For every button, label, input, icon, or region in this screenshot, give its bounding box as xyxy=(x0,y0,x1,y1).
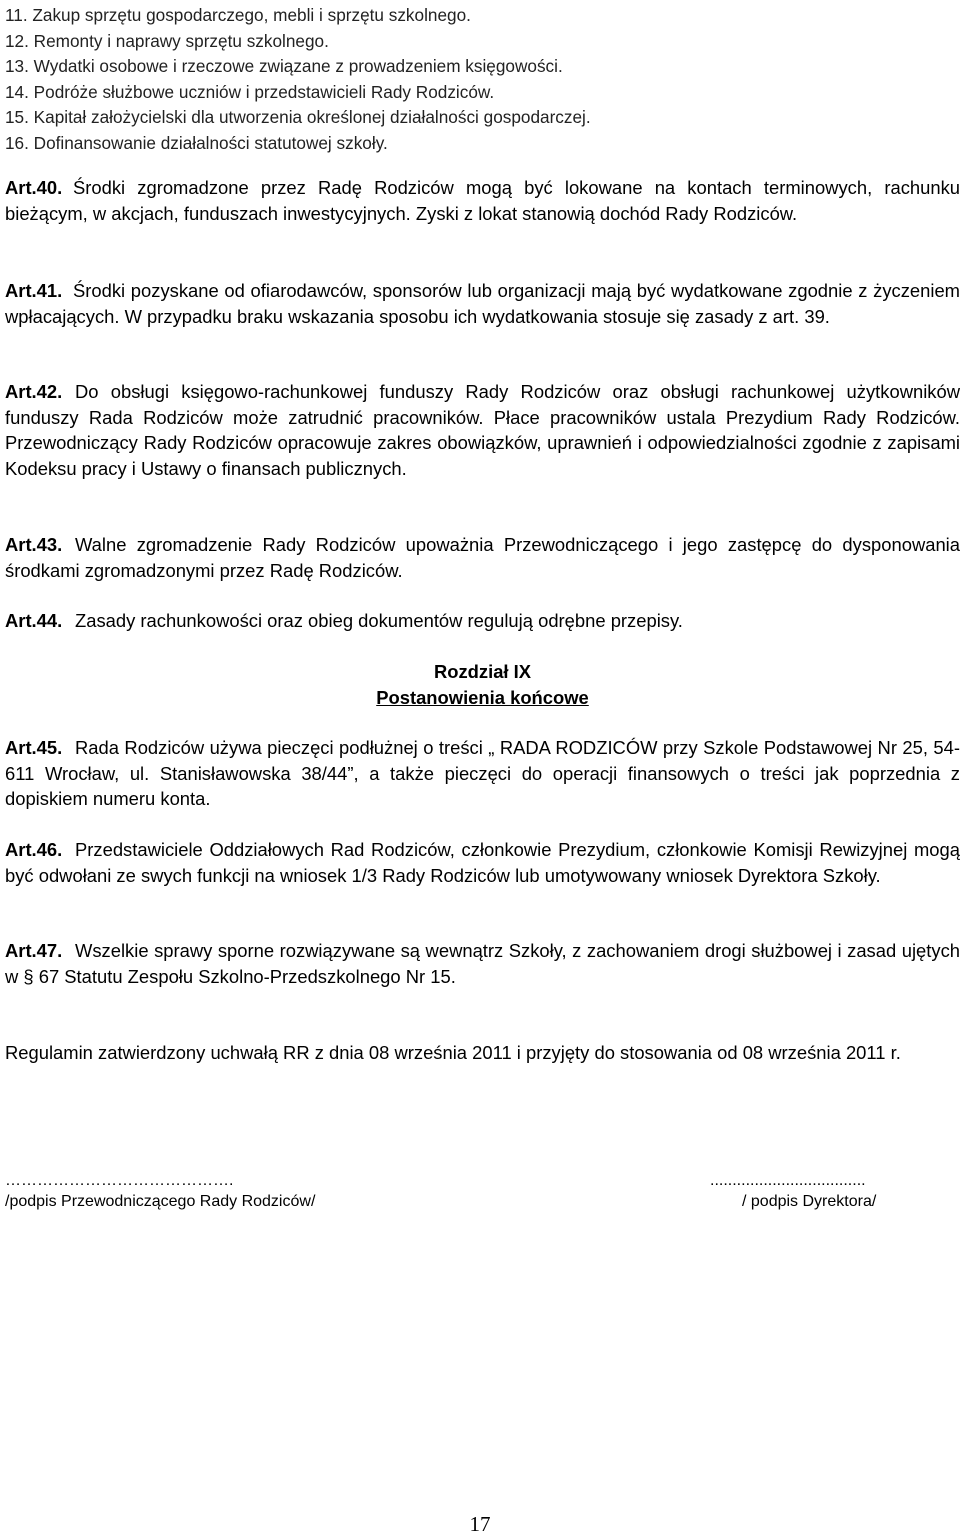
signature-label-right: / podpis Dyrektora/ xyxy=(742,1193,877,1210)
article-text: Środki zgromadzone przez Radę Rodziców mogą być lokowane na kontach terminowych, rachunku bieżącym, w akcjach, funduszach inwestycyjnych. Zyski z lokat stanowią dochód Rady Rodziców. xyxy=(5,177,960,224)
list-item: 15. Kapitał założycielski dla utworzenia określonej działalności gospodarczej. xyxy=(5,107,591,127)
signature-label-left: /podpis Przewodniczącego Rady Rodziców/ xyxy=(5,1193,316,1210)
expense-list xyxy=(5,3,591,156)
chapter-heading xyxy=(5,659,960,710)
list-item: 16. Dofinansowanie działalności statutowej szkoły. xyxy=(5,132,388,153)
article-text: Walne zgromadzenie Rady Rodziców upoważnia Przewodniczącego i jego zastępcę do dysponowania środkami zgromadzonymi przez Radę Rodziców. xyxy=(5,534,960,581)
list-item: 14. Podróże służbowe uczniów i przedstawicieli Rady Rodziców. xyxy=(5,81,495,102)
article-41 xyxy=(5,278,960,329)
article-number: Art.47. xyxy=(5,940,63,961)
article-number: Art.44. xyxy=(5,610,63,631)
signature-line-left: ……………………………………. xyxy=(5,1172,234,1189)
article-46 xyxy=(5,837,960,888)
article-number: Art.43. xyxy=(5,534,63,555)
article-42 xyxy=(5,379,960,481)
article-number: Art.45. xyxy=(5,737,63,758)
chapter-subtitle: Postanowienia końcowe xyxy=(376,686,589,708)
article-text: Rada Rodziców używa pieczęci podłużnej o treści „ RADA RODZICÓW przy Szkole Podstawowej Nr 25, 54-611 Wrocław, ul. Stanisławowska 38/44”, a także pieczęci do operacji finansowych o treści jak poprzednia z dopiskiem numeru konta. xyxy=(5,737,960,810)
chapter-title: Rozdział IX xyxy=(433,661,532,682)
article-text: Środki pozyskane od ofiarodawców, sponsorów lub organizacji mają być wydatkowane zgodnie z życzeniem wpłacających. W przypadku braku wskazania sposobu ich wydatkowania stosuje się zasady z art. 39. xyxy=(5,280,960,327)
article-47 xyxy=(5,938,960,989)
closing-statement: Regulamin zatwierdzony uchwałą RR z dnia 08 września 2011 i przyjęty do stosowania od 08 września 2011 r. xyxy=(5,1042,901,1063)
article-number: Art.42. xyxy=(5,381,63,402)
article-text: Do obsługi księgowo-rachunkowej funduszy Rady Rodziców oraz obsługi rachunkowej użytkowników funduszy Rada Rodziców może zatrudnić pracowników. Płace pracowników ustala Prezydium Rady Rodziców. Przewodniczący Rady Rodziców opracowuje zakres obowiązków, uprawnień i odpowiedzialności zgodnie z zapisami Kodeksu pracy i Ustawy o finansach publicznych. xyxy=(5,381,960,479)
article-text: Zasady rachunkowości oraz obieg dokumentów regulują odrębne przepisy. xyxy=(75,610,683,631)
article-40 xyxy=(5,175,960,226)
article-text: Przedstawiciele Oddziałowych Rad Rodziców, członkowie Prezydium, członkowie Komisji Rewizyjnej mogą być odwołani ze swych funkcji na wniosek 1/3 Rady Rodziców lub umotywowany wniosek Dyrektora Szkoły. xyxy=(5,839,960,886)
signature-line-right: ................................... xyxy=(710,1172,866,1189)
article-43 xyxy=(5,532,960,583)
page-number: 17 xyxy=(469,1512,491,1536)
list-item: 13. Wydatki osobowe i rzeczowe związane z prowadzeniem księgowości. xyxy=(5,56,563,76)
article-44 xyxy=(5,608,960,634)
list-item: 11. Zakup sprzętu gospodarczego, mebli i sprzętu szkolnego. xyxy=(5,5,471,25)
article-number: Art.40. xyxy=(5,177,63,198)
article-number: Art.46. xyxy=(5,839,63,860)
article-text: Wszelkie sprawy sporne rozwiązywane są wewnątrz Szkoły, z zachowaniem drogi służbowej i zasad ujętych w § 67 Statutu Zespołu Szkolno-Przedszkolnego Nr 15. xyxy=(5,940,960,987)
article-number: Art.41. xyxy=(5,280,63,301)
list-item: 12. Remonty i naprawy sprzętu szkolnego. xyxy=(5,30,329,51)
article-45 xyxy=(5,735,960,812)
